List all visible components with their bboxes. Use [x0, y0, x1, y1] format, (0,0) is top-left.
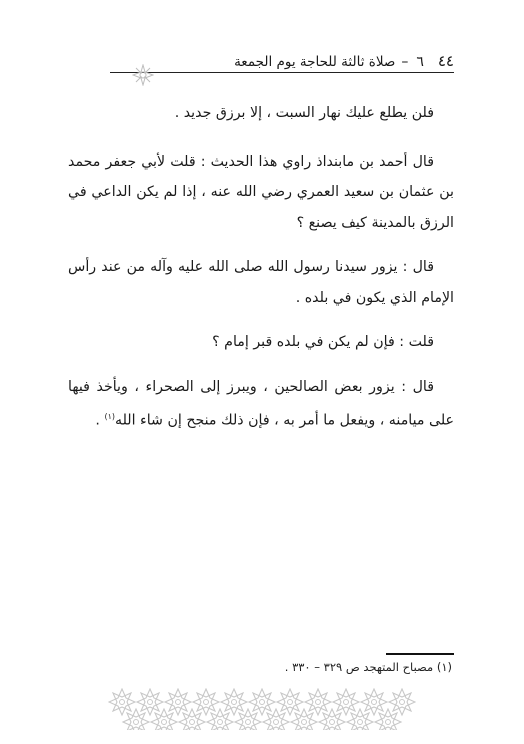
- footnote-marker[interactable]: (١): [104, 412, 115, 421]
- running-header: [110, 44, 454, 70]
- paragraph: فلن يطلع عليك نهار السبت ، إلا برزق جديد .: [174, 105, 434, 121]
- paragraph-ending: .: [95, 412, 105, 429]
- geometric-star-border-icon: [108, 688, 416, 730]
- header-dash: –: [401, 54, 409, 70]
- paragraph-text: قال : يزور بعض الصالحين ، ويبرز إلى الصحراء ، ويأخذ فيها على ميامنه ، ويفعل ما أمر به ، فإن ذلك منجح إن شاء الله: [68, 378, 454, 429]
- body-text: [68, 98, 454, 450]
- chapter-number: ٦: [416, 54, 424, 70]
- footnote: (١) مصباح المتهجد ص ٣٢٩ – ٣٣٠ .: [284, 660, 452, 674]
- header-rule: [110, 72, 454, 73]
- flower-ornament-icon: [132, 64, 154, 86]
- paragraph: قال : يزور سيدنا رسول الله صلى الله عليه وآله من عند رأس الإمام الذي يكون في بلده .: [68, 259, 454, 306]
- paragraph: [68, 372, 454, 437]
- page-number: ٤٤: [437, 52, 454, 70]
- paragraph: قال أحمد بن مابنداذ راوي هذا الحديث : قلت لأبي جعفر محمد بن عثمان بن سعيد العمري رضي الله عنه ، إذا لم يكن الداعي في الرزق بالمدينة كيف يصنع ؟: [68, 153, 454, 231]
- running-title: صلاة ثالثة للحاجة يوم الجمعة: [234, 54, 396, 70]
- footnote-rule: [386, 653, 454, 655]
- paragraph: قلت : فإن لم يكن في بلده قبر إمام ؟: [212, 334, 434, 350]
